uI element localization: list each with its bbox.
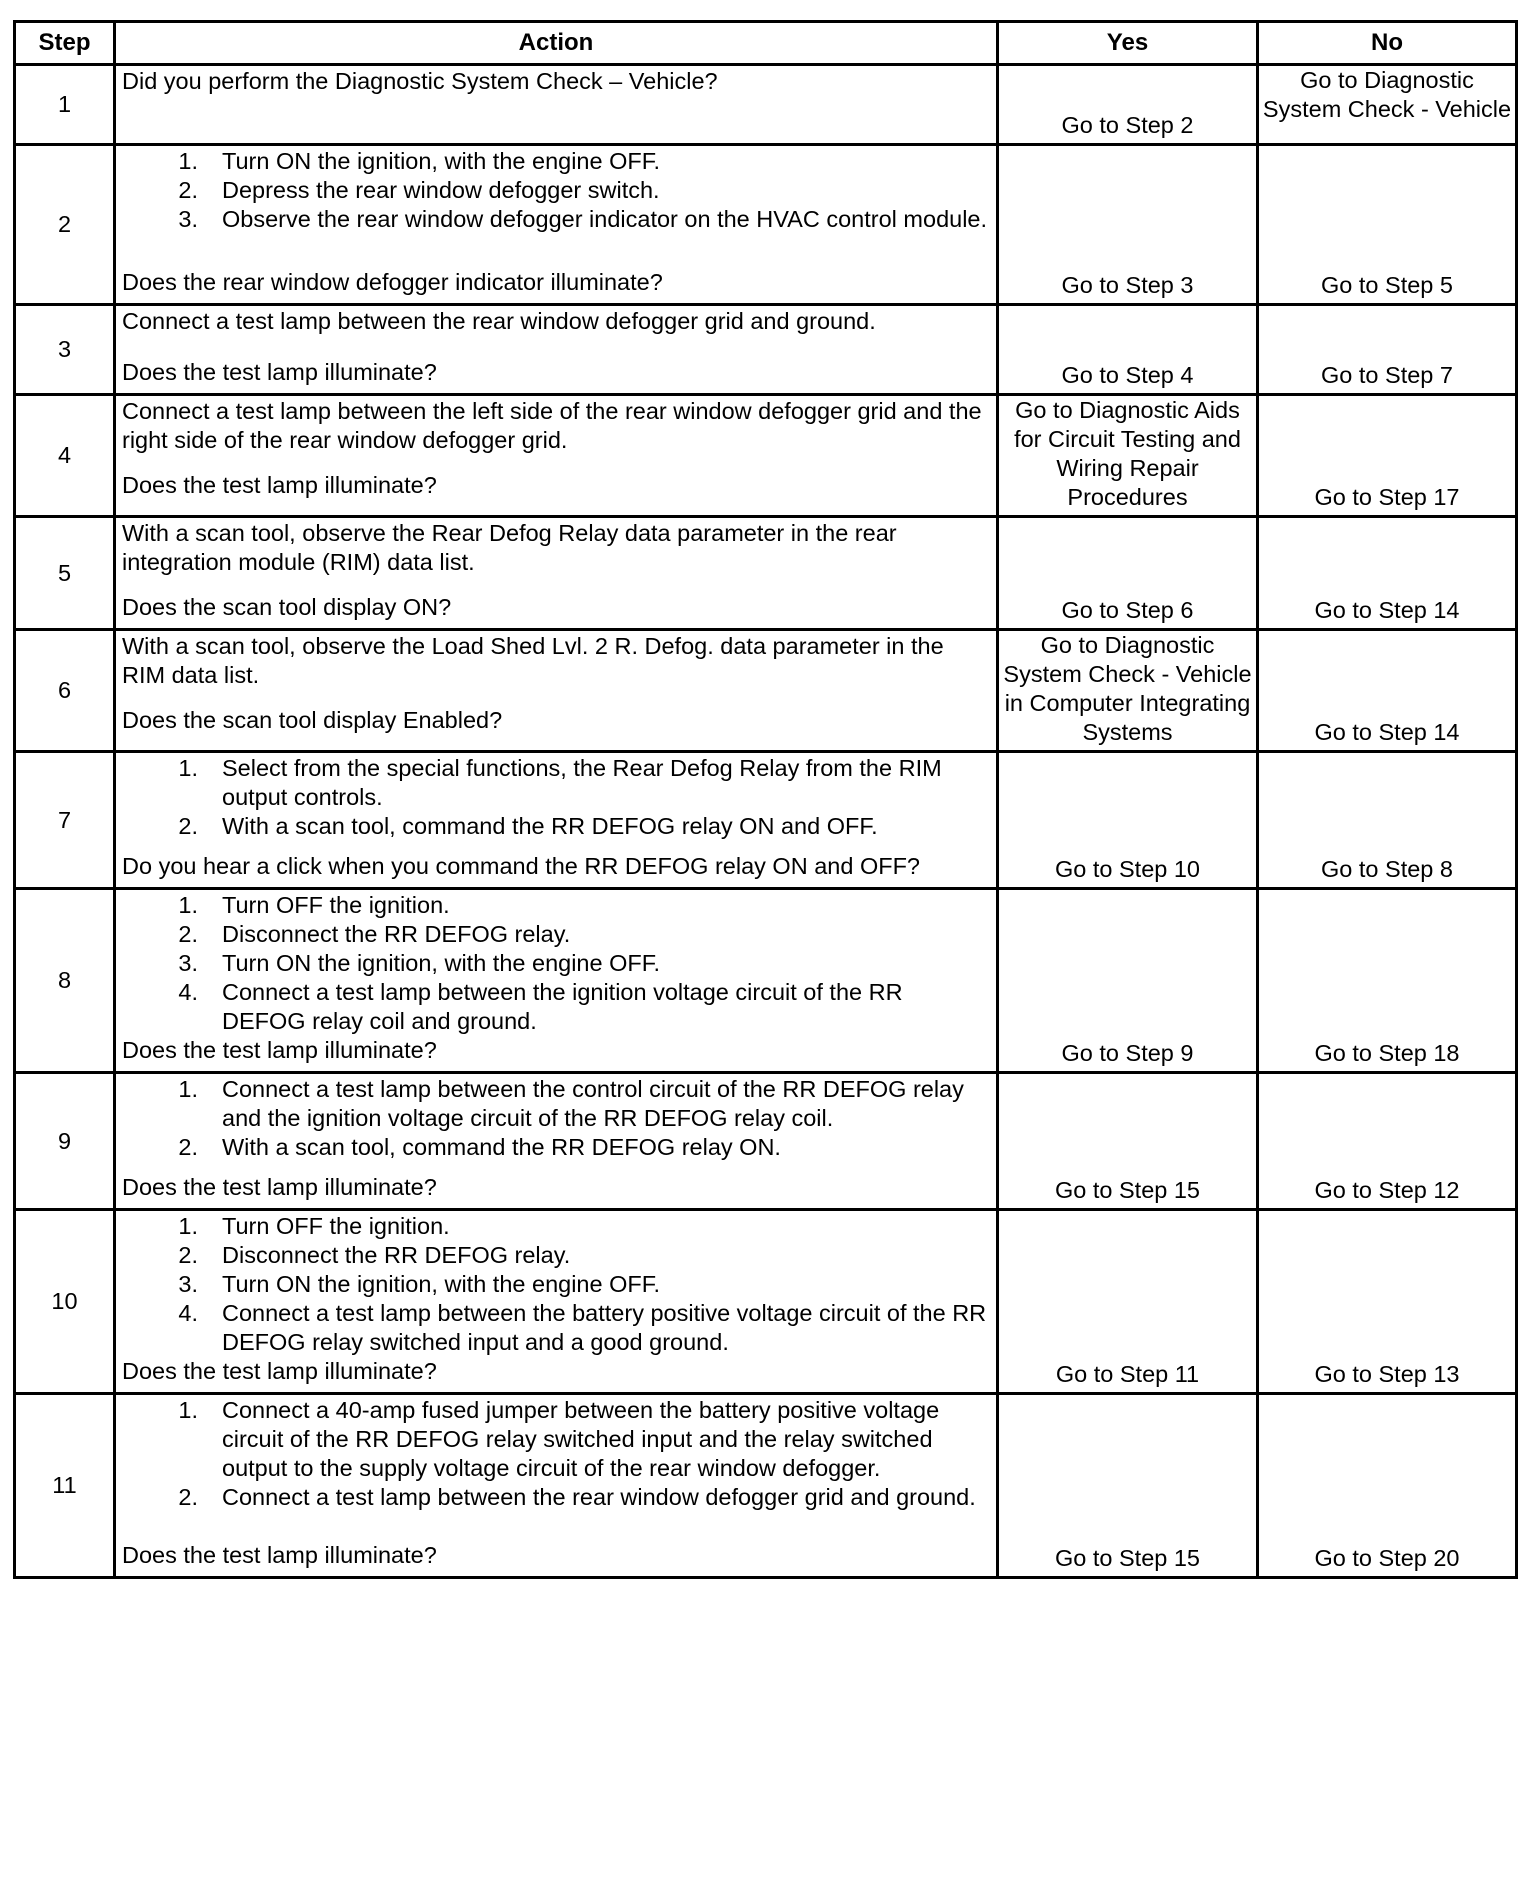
list-item	[122, 1241, 992, 1270]
action-question: Does the test lamp illuminate?	[122, 1358, 437, 1384]
action-cell	[115, 305, 998, 395]
list-item-number: 1.	[178, 1076, 198, 1102]
no-result: Go to Step 20	[1258, 1394, 1517, 1578]
step-number: 5	[15, 517, 115, 630]
table-row	[15, 1394, 1517, 1578]
no-result: Go to Diagnostic System Check - Vehicle	[1258, 65, 1517, 145]
yes-result: Go to Step 4	[998, 305, 1258, 395]
action-instructions	[122, 1396, 992, 1512]
list-item-number: 2.	[178, 813, 198, 839]
action-content	[116, 306, 996, 390]
action-question: Does the test lamp illuminate?	[122, 1542, 437, 1568]
instruction-list	[122, 891, 992, 1036]
action-intro: With a scan tool, observe the Load Shed Lvl. 2 R. Defog. data parameter in the RIM data list.	[122, 633, 944, 688]
table-body	[15, 65, 1517, 1578]
action-content	[116, 1211, 996, 1389]
action-instructions	[122, 754, 992, 841]
list-item	[122, 1396, 992, 1483]
list-item	[122, 205, 992, 234]
yes-result: Go to Step 2	[998, 65, 1258, 145]
header-no: No	[1258, 22, 1517, 65]
action-cell	[115, 630, 998, 752]
action-cell	[115, 65, 998, 145]
list-item-number: 1.	[178, 1213, 198, 1239]
yes-result: Go to Diagnostic Aids for Circuit Testing and Wiring Repair Procedures	[998, 395, 1258, 517]
list-item-number: 1.	[178, 892, 198, 918]
instruction-list	[122, 1212, 992, 1357]
action-question: Does the test lamp illuminate?	[122, 472, 437, 498]
list-item-number: 1.	[178, 1397, 198, 1423]
list-item	[122, 1075, 992, 1133]
list-item	[122, 147, 992, 176]
step-number: 2	[15, 145, 115, 305]
action-intro: Did you perform the Diagnostic System Check – Vehicle?	[122, 68, 718, 94]
action-instructions	[122, 307, 992, 336]
list-item-number: 3.	[178, 206, 198, 232]
table-row	[15, 752, 1517, 889]
list-item-text: With a scan tool, command the RR DEFOG relay ON.	[222, 1134, 781, 1160]
list-item-number: 3.	[178, 1271, 198, 1297]
action-content	[116, 753, 996, 884]
list-item	[122, 949, 992, 978]
step-number: 4	[15, 395, 115, 517]
diagnostic-table	[13, 20, 1518, 1579]
list-item-number: 2.	[178, 1242, 198, 1268]
list-item	[122, 978, 992, 1036]
list-item	[122, 1133, 992, 1162]
list-item	[122, 754, 992, 812]
action-question: Does the test lamp illuminate?	[122, 1174, 437, 1200]
table-row	[15, 630, 1517, 752]
action-question: Does the test lamp illuminate?	[122, 1037, 437, 1063]
yes-result: Go to Step 15	[998, 1394, 1258, 1578]
header-action: Action	[115, 22, 998, 65]
action-question: Does the test lamp illuminate?	[122, 359, 437, 385]
action-instructions	[122, 397, 992, 455]
list-item-text: Observe the rear window defogger indicator on the HVAC control module.	[222, 206, 988, 232]
table-row	[15, 65, 1517, 145]
action-instructions	[122, 891, 992, 1036]
no-result: Go to Step 7	[1258, 305, 1517, 395]
list-item-text: Select from the special functions, the Rear Defog Relay from the RIM output controls.	[222, 755, 942, 810]
step-number: 8	[15, 889, 115, 1073]
yes-result: Go to Step 3	[998, 145, 1258, 305]
action-intro: Connect a test lamp between the left side of the rear window defogger grid and the right side of the rear window defogger grid.	[122, 398, 982, 453]
table-row	[15, 145, 1517, 305]
step-number: 11	[15, 1394, 115, 1578]
yes-result: Go to Step 6	[998, 517, 1258, 630]
step-number: 10	[15, 1210, 115, 1394]
action-instructions	[122, 67, 992, 96]
list-item	[122, 1212, 992, 1241]
no-result: Go to Step 13	[1258, 1210, 1517, 1394]
action-question: Does the scan tool display ON?	[122, 594, 452, 620]
no-result: Go to Step 12	[1258, 1073, 1517, 1210]
header-yes: Yes	[998, 22, 1258, 65]
step-number: 7	[15, 752, 115, 889]
list-item-number: 4.	[178, 979, 198, 1005]
table-row	[15, 305, 1517, 395]
no-result: Go to Step 5	[1258, 145, 1517, 305]
action-cell	[115, 145, 998, 305]
yes-result: Go to Diagnostic System Check - Vehicle in Computer Integrating Systems	[998, 630, 1258, 752]
yes-result: Go to Step 9	[998, 889, 1258, 1073]
yes-result: Go to Step 11	[998, 1210, 1258, 1394]
list-item-number: 2.	[178, 1484, 198, 1510]
action-content	[116, 66, 996, 140]
table-row	[15, 1210, 1517, 1394]
action-instructions	[122, 1212, 992, 1357]
instruction-list	[122, 754, 992, 841]
list-item-number: 1.	[178, 755, 198, 781]
action-cell	[115, 752, 998, 889]
action-cell	[115, 517, 998, 630]
action-content	[116, 631, 996, 738]
action-question: Do you hear a click when you command the RR DEFOG relay ON and OFF?	[122, 853, 921, 879]
list-item	[122, 1270, 992, 1299]
header-row	[15, 22, 1517, 65]
step-number: 6	[15, 630, 115, 752]
action-content	[116, 396, 996, 503]
instruction-list	[122, 1075, 992, 1162]
yes-result: Go to Step 15	[998, 1073, 1258, 1210]
instruction-list	[122, 147, 992, 234]
action-cell	[115, 1073, 998, 1210]
action-content	[116, 146, 996, 300]
list-item-text: Turn OFF the ignition.	[222, 1213, 450, 1239]
list-item-number: 4.	[178, 1300, 198, 1326]
table-row	[15, 517, 1517, 630]
list-item-number: 2.	[178, 921, 198, 947]
list-item-text: Depress the rear window defogger switch.	[222, 177, 660, 203]
list-item-text: Turn ON the ignition, with the engine OFF.	[222, 148, 661, 174]
no-result: Go to Step 14	[1258, 517, 1517, 630]
no-result: Go to Step 17	[1258, 395, 1517, 517]
table-row	[15, 395, 1517, 517]
step-number: 9	[15, 1073, 115, 1210]
list-item-number: 3.	[178, 950, 198, 976]
list-item-text: Disconnect the RR DEFOG relay.	[222, 921, 571, 947]
no-result: Go to Step 8	[1258, 752, 1517, 889]
list-item-number: 2.	[178, 177, 198, 203]
action-question: Does the scan tool display Enabled?	[122, 707, 503, 733]
action-content	[116, 518, 996, 625]
list-item	[122, 812, 992, 841]
action-intro: With a scan tool, observe the Rear Defog Relay data parameter in the rear integration module (RIM) data list.	[122, 520, 897, 575]
list-item-text: Turn OFF the ignition.	[222, 892, 450, 918]
action-instructions	[122, 632, 992, 690]
list-item-text: Turn ON the ignition, with the engine OFF.	[222, 950, 661, 976]
list-item-text: Connect a test lamp between the rear window defogger grid and ground.	[222, 1484, 976, 1510]
yes-result: Go to Step 10	[998, 752, 1258, 889]
list-item-text: Turn ON the ignition, with the engine OFF.	[222, 1271, 661, 1297]
list-item-text: Disconnect the RR DEFOG relay.	[222, 1242, 571, 1268]
action-instructions	[122, 147, 992, 234]
action-instructions	[122, 1075, 992, 1162]
list-item-number: 2.	[178, 1134, 198, 1160]
list-item-text: Connect a test lamp between the control circuit of the RR DEFOG relay and the ignition voltage circuit of the RR DEFOG relay coil.	[222, 1076, 964, 1131]
action-cell	[115, 889, 998, 1073]
action-intro: Connect a test lamp between the rear window defogger grid and ground.	[122, 308, 876, 334]
list-item	[122, 1299, 992, 1357]
action-content	[116, 890, 996, 1068]
step-number: 1	[15, 65, 115, 145]
list-item-text: With a scan tool, command the RR DEFOG relay ON and OFF.	[222, 813, 878, 839]
list-item-number: 1.	[178, 148, 198, 174]
list-item	[122, 176, 992, 205]
action-instructions	[122, 519, 992, 577]
no-result: Go to Step 14	[1258, 630, 1517, 752]
action-cell	[115, 1210, 998, 1394]
list-item	[122, 920, 992, 949]
action-content	[116, 1395, 996, 1573]
action-content	[116, 1074, 996, 1205]
step-number: 3	[15, 305, 115, 395]
list-item	[122, 1483, 992, 1512]
instruction-list	[122, 1396, 992, 1512]
table-row	[15, 889, 1517, 1073]
action-cell	[115, 395, 998, 517]
list-item	[122, 891, 992, 920]
action-cell	[115, 1394, 998, 1578]
list-item-text: Connect a 40-amp fused jumper between the battery positive voltage circuit of the RR DEFOG relay switched input and the relay switched output to the supply voltage circuit of the rear window defogger.	[222, 1397, 940, 1481]
action-question: Does the rear window defogger indicator illuminate?	[122, 269, 663, 295]
list-item-text: Connect a test lamp between the ignition voltage circuit of the RR DEFOG relay coil and ground.	[222, 979, 903, 1034]
header-step: Step	[15, 22, 115, 65]
table-row	[15, 1073, 1517, 1210]
no-result: Go to Step 18	[1258, 889, 1517, 1073]
list-item-text: Connect a test lamp between the battery positive voltage circuit of the RR DEFOG relay switched input and a good ground.	[222, 1300, 987, 1355]
